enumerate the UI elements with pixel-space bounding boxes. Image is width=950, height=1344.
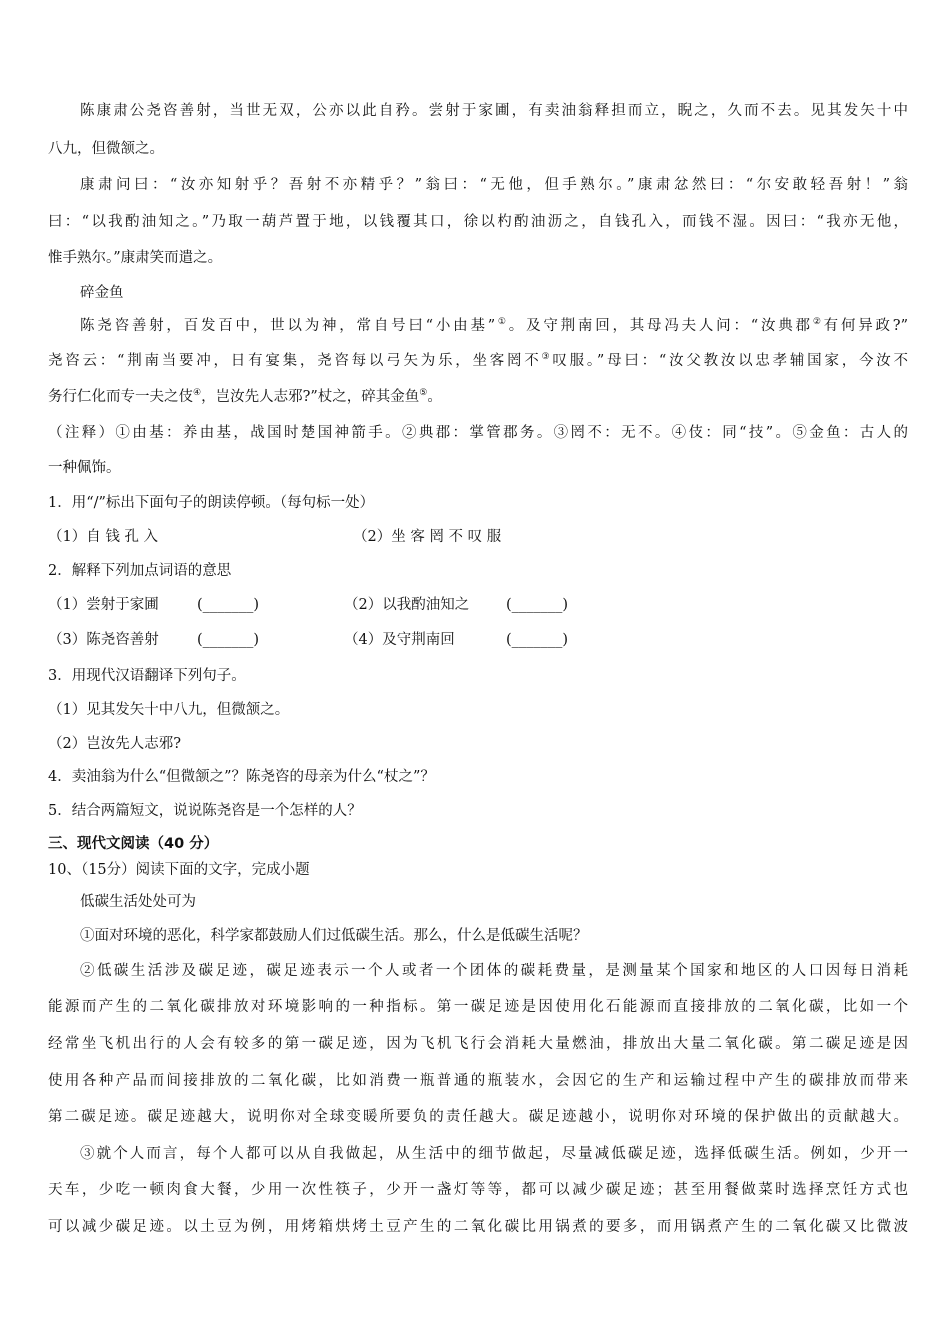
question-2-item: （4）及守荆南回 [344, 632, 455, 648]
notes-line: 一种佩饰。 [48, 460, 121, 476]
article-line: 经常坐飞机出行的人会有较多的第一碳足迹，因为飞机飞行会消耗大量燃油，排放出大量二氧化碳。第二碳足迹是因 [48, 1036, 908, 1052]
article-line: 可以减少碳足迹。以土豆为例，用烤箱烘烤土豆产生的二氧化碳比用锅煮的要多，而用锅煮产生的二氧化碳又比微波 [48, 1219, 908, 1235]
answer-blank[interactable]: (_______) [506, 632, 569, 648]
question-2-item: （3）陈尧咨善射 [48, 632, 159, 648]
notes-line: （注释）①由基：养由基，战国时楚国神箭手。②典郡：掌管郡务。③罔不：无不。④伎：同“技”。⑤金鱼：古人的 [48, 425, 908, 441]
question-1-item: （2）坐 客 罔 不 叹 服 [353, 529, 502, 545]
passage1-line: 陈康肃公尧咨善射，当世无双，公亦以此自矜。尝射于家圃，有卖油翁释担而立，睨之，久而不去。见其发矢十中 [80, 103, 908, 119]
question-2-item: （2）以我酌油知之 [344, 597, 470, 613]
question-1-item: （1）自 钱 孔 入 [48, 529, 159, 545]
passage2-line: 陈尧咨善射，百发百中，世以为神，常自号曰“小由基”①。及守荆南回，其母冯夫人问：“汝典郡②有何异政?” [80, 317, 908, 334]
passage1-line: 八九，但微颔之。 [48, 141, 164, 157]
question-1: 1．用“/”标出下面句子的朗读停顿。（每句标一处） [48, 495, 375, 511]
passage1-line: 康肃问曰：“汝亦知射乎？吾射不亦精乎？”翁曰：“无他，但手熟尔。”康肃忿然曰：“尔安敢轻吾射！”翁 [80, 177, 908, 193]
article-title: 低碳生活处处可为 [80, 894, 196, 910]
article-line: 第二碳足迹。碳足迹越大，说明你对全球变暖所要负的责任越大。碳足迹越小，说明你对环境的保护做出的贡献越大。 [48, 1109, 908, 1125]
passage2-title: 碎金鱼 [80, 285, 124, 301]
question-4: 4．卖油翁为什么“但微颔之”？陈尧咨的母亲为什么“杖之”？ [48, 769, 435, 785]
question-5: 5．结合两篇短文，说说陈尧咨是一个怎样的人？ [48, 803, 362, 819]
question-3: 3．用现代汉语翻译下列句子。 [48, 668, 246, 684]
answer-blank[interactable]: (_______) [197, 597, 260, 613]
article-line: ③就个人而言，每个人都可以从自我做起，从生活中的细节做起，尽量减低碳足迹，选择低碳生活。例如，少开一 [80, 1146, 908, 1162]
passage1-line: 曰：“以我酌油知之。”乃取一葫芦置于地，以钱覆其口，徐以杓酌油沥之，自钱孔入，而钱不湿。因曰：“我亦无他， [48, 214, 908, 230]
passage2-line: 务行仁化而专一夫之伎④，岂汝先人志邪?”杖之，碎其金鱼⑤。 [48, 388, 442, 405]
question-2-item: （1）尝射于家圃 [48, 597, 159, 613]
passage1-line: 惟手熟尔。”康肃笑而遣之。 [48, 250, 223, 266]
passage2-line: 尧咨云：“荆南当要冲，日有宴集，尧咨每以弓矢为乐，坐客罔不③叹服。”母曰：“汝父教汝以忠孝辅国家，今汝不 [48, 352, 908, 369]
article-line: 天车，少吃一顿肉食大餐，少用一次性筷子，少开一盏灯等等，都可以减少碳足迹；甚至用餐做菜时选择烹饪方式也 [48, 1182, 908, 1198]
question-10: 10、（15分）阅读下面的文字，完成小题 [48, 862, 310, 878]
article-line: 能源而产生的二氧化碳排放对环境影响的一种指标。第一碳足迹是因使用化石能源而直接排放的二氧化碳，比如一个 [48, 999, 908, 1015]
article-line: ①面对环境的恶化，科学家都鼓励人们过低碳生活。那么，什么是低碳生活呢？ [80, 928, 588, 944]
answer-blank[interactable]: (_______) [197, 632, 260, 648]
answer-blank[interactable]: (_______) [506, 597, 569, 613]
question-3-item: （1）见其发矢十中八九，但微颔之。 [48, 702, 290, 718]
question-3-item: （2）岂汝先人志邪? [48, 736, 181, 752]
article-line: ②低碳生活涉及碳足迹，碳足迹表示一个人或者一个团体的碳耗费量，是测量某个国家和地区的人口因每日消耗 [80, 963, 908, 979]
question-2: 2．解释下列加点词语的意思 [48, 563, 232, 579]
section-heading: 三、现代文阅读（40 分） [48, 836, 219, 852]
article-line: 使用各种产品而间接排放的二氧化碳，比如消费一瓶普通的瓶装水，会因它的生产和运输过程中产生的碳排放而带来 [48, 1073, 908, 1089]
